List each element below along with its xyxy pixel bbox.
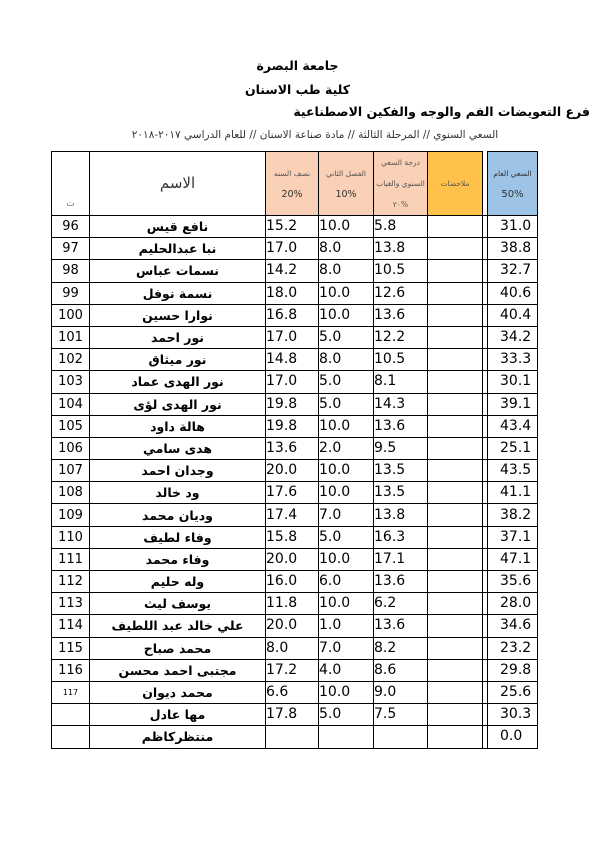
notes-cell bbox=[428, 526, 483, 548]
annual-score-cell: 13.5 bbox=[374, 482, 428, 504]
annual-score-cell: 9.0 bbox=[374, 681, 428, 703]
total-cell: 0.0 bbox=[488, 726, 538, 748]
second-term-cell: 8.0 bbox=[319, 238, 374, 260]
notes-cell bbox=[428, 704, 483, 726]
total-cell: 30.3 bbox=[488, 704, 538, 726]
seq-cell: 98 bbox=[52, 260, 90, 282]
second-term-cell: 10.0 bbox=[319, 304, 374, 326]
second-term-cell: 10.0 bbox=[319, 548, 374, 570]
seq-cell: 97 bbox=[52, 238, 90, 260]
notes-cell bbox=[428, 349, 483, 371]
second-term-cell: 10.0 bbox=[319, 460, 374, 482]
total-cell: 40.6 bbox=[488, 282, 538, 304]
total-cell: 43.5 bbox=[488, 460, 538, 482]
table-row bbox=[52, 260, 538, 282]
second-term-cell: 10.0 bbox=[319, 282, 374, 304]
student-name-cell: وديان محمد bbox=[90, 504, 266, 526]
student-name-cell: وله حليم bbox=[90, 571, 266, 593]
table-row bbox=[52, 282, 538, 304]
table-row bbox=[52, 571, 538, 593]
half-year-cell: 16.0 bbox=[266, 571, 319, 593]
table-row bbox=[52, 393, 538, 415]
table-row bbox=[52, 371, 538, 393]
annual-score-cell bbox=[374, 726, 428, 748]
seq-cell: 104 bbox=[52, 393, 90, 415]
notes-cell bbox=[428, 726, 483, 748]
table-row bbox=[52, 726, 538, 748]
table-row bbox=[52, 615, 538, 637]
student-name-cell: هدى سامي bbox=[90, 437, 266, 459]
seq-cell: 114 bbox=[52, 615, 90, 637]
table-row bbox=[52, 526, 538, 548]
second-term-cell: 8.0 bbox=[319, 260, 374, 282]
total-label: السعي العام bbox=[493, 168, 532, 178]
total-cell: 33.3 bbox=[488, 349, 538, 371]
notes-cell bbox=[428, 504, 483, 526]
table-row bbox=[52, 704, 538, 726]
second-term-cell: 7.0 bbox=[319, 504, 374, 526]
half-year-cell: 20.0 bbox=[266, 548, 319, 570]
half-year-cell: 15.2 bbox=[266, 216, 319, 238]
total-cell: 31.0 bbox=[488, 216, 538, 238]
seq-cell: 111 bbox=[52, 548, 90, 570]
seq-cell: 113 bbox=[52, 593, 90, 615]
annual-score-cell: 9.5 bbox=[374, 437, 428, 459]
second-term-pct: 10% bbox=[335, 188, 357, 200]
annual-score-cell: 8.2 bbox=[374, 637, 428, 659]
half-year-cell: 15.8 bbox=[266, 526, 319, 548]
second-term-cell: 8.0 bbox=[319, 349, 374, 371]
annual-score-cell: 13.8 bbox=[374, 238, 428, 260]
notes-cell bbox=[428, 304, 483, 326]
annual-score-cell: 16.3 bbox=[374, 526, 428, 548]
column-header-notes: ملاحضات bbox=[428, 152, 483, 216]
student-name-cell: نور الهدى عماد bbox=[90, 371, 266, 393]
student-name-cell: نوارا حسين bbox=[90, 304, 266, 326]
notes-cell bbox=[428, 371, 483, 393]
half-year-cell: 14.8 bbox=[266, 349, 319, 371]
annual-score-cell: 17.1 bbox=[374, 548, 428, 570]
seq-cell: 117 bbox=[52, 681, 90, 703]
annual-score-cell: 5.8 bbox=[374, 216, 428, 238]
annual-score-cell: 10.5 bbox=[374, 349, 428, 371]
half-year-pct: 20% bbox=[281, 188, 303, 200]
notes-cell bbox=[428, 460, 483, 482]
total-cell: 25.1 bbox=[488, 437, 538, 459]
total-cell: 25.6 bbox=[488, 681, 538, 703]
second-term-cell: 5.0 bbox=[319, 526, 374, 548]
notes-cell bbox=[428, 681, 483, 703]
seq-cell: 108 bbox=[52, 482, 90, 504]
grades-table bbox=[51, 151, 538, 749]
table-header-row bbox=[52, 152, 538, 216]
seq-cell: 116 bbox=[52, 659, 90, 681]
student-name-cell: مها عادل bbox=[90, 704, 266, 726]
annual-score-cell: 13.6 bbox=[374, 571, 428, 593]
annual-score-cell: 8.1 bbox=[374, 371, 428, 393]
seq-cell: 99 bbox=[52, 282, 90, 304]
annual-score-cell: 13.5 bbox=[374, 460, 428, 482]
table-row bbox=[52, 349, 538, 371]
seq-cell bbox=[52, 726, 90, 748]
total-cell: 29.8 bbox=[488, 659, 538, 681]
annual-score-cell: 14.3 bbox=[374, 393, 428, 415]
college-title: كلية طب الاسنان bbox=[244, 82, 351, 97]
half-year-label: نصف السنه bbox=[273, 168, 311, 178]
student-name-cell: وفاء محمد bbox=[90, 548, 266, 570]
table-row bbox=[52, 593, 538, 615]
column-header-second-term bbox=[319, 152, 374, 216]
table-row bbox=[52, 304, 538, 326]
seq-cell: 107 bbox=[52, 460, 90, 482]
second-term-cell: 5.0 bbox=[319, 393, 374, 415]
table-row bbox=[52, 238, 538, 260]
annual-score-cell: 10.5 bbox=[374, 260, 428, 282]
student-name-cell: منتظركاظم bbox=[90, 726, 266, 748]
half-year-cell: 17.0 bbox=[266, 238, 319, 260]
student-name-cell: مجتبى احمد محسن bbox=[90, 659, 266, 681]
notes-cell bbox=[428, 593, 483, 615]
half-year-cell: 17.6 bbox=[266, 482, 319, 504]
student-name-cell: نبا عبدالحليم bbox=[90, 238, 266, 260]
table-row bbox=[52, 415, 538, 437]
column-header-half-year bbox=[266, 152, 319, 216]
half-year-cell: 17.2 bbox=[266, 659, 319, 681]
annual-score-cell: 6.2 bbox=[374, 593, 428, 615]
total-pct: 50% bbox=[501, 188, 524, 200]
notes-cell bbox=[428, 637, 483, 659]
total-cell: 38.8 bbox=[488, 238, 538, 260]
notes-cell bbox=[428, 260, 483, 282]
table-row bbox=[52, 504, 538, 526]
student-name-cell: وجدان احمد bbox=[90, 460, 266, 482]
annual-score-cell: 12.6 bbox=[374, 282, 428, 304]
table-row bbox=[52, 548, 538, 570]
seq-cell: 110 bbox=[52, 526, 90, 548]
second-term-cell: 10.0 bbox=[319, 216, 374, 238]
half-year-cell: 19.8 bbox=[266, 415, 319, 437]
notes-cell bbox=[428, 548, 483, 570]
column-header-total bbox=[488, 152, 538, 216]
student-name-cell: وفاء لطيف bbox=[90, 526, 266, 548]
half-year-cell: 17.0 bbox=[266, 371, 319, 393]
half-year-cell: 18.0 bbox=[266, 282, 319, 304]
notes-cell bbox=[428, 216, 483, 238]
seq-cell bbox=[52, 704, 90, 726]
annual-score-cell: 12.2 bbox=[374, 326, 428, 348]
seq-cell: 105 bbox=[52, 415, 90, 437]
second-term-cell: 5.0 bbox=[319, 371, 374, 393]
student-name-cell: محمد ديوان bbox=[90, 681, 266, 703]
total-cell: 47.1 bbox=[488, 548, 538, 570]
student-name-cell: نور ميثاق bbox=[90, 349, 266, 371]
total-cell: 35.6 bbox=[488, 571, 538, 593]
second-term-cell bbox=[319, 726, 374, 748]
notes-cell bbox=[428, 326, 483, 348]
second-term-label: الفصل الثاني bbox=[326, 168, 366, 178]
notes-cell bbox=[428, 282, 483, 304]
notes-cell bbox=[428, 659, 483, 681]
total-cell: 34.6 bbox=[488, 615, 538, 637]
half-year-cell: 20.0 bbox=[266, 615, 319, 637]
half-year-cell: 17.4 bbox=[266, 504, 319, 526]
half-year-cell: 11.8 bbox=[266, 593, 319, 615]
half-year-cell: 13.6 bbox=[266, 437, 319, 459]
half-year-cell: 8.0 bbox=[266, 637, 319, 659]
student-name-cell: يوسف ليث bbox=[90, 593, 266, 615]
total-cell: 40.4 bbox=[488, 304, 538, 326]
second-term-cell: 7.0 bbox=[319, 637, 374, 659]
table-row bbox=[52, 216, 538, 238]
second-term-cell: 10.0 bbox=[319, 482, 374, 504]
second-term-cell: 5.0 bbox=[319, 704, 374, 726]
second-term-cell: 2.0 bbox=[319, 437, 374, 459]
half-year-cell: 16.8 bbox=[266, 304, 319, 326]
total-cell: 38.2 bbox=[488, 504, 538, 526]
total-cell: 30.1 bbox=[488, 371, 538, 393]
second-term-cell: 1.0 bbox=[319, 615, 374, 637]
seq-cell: 106 bbox=[52, 437, 90, 459]
notes-cell bbox=[428, 482, 483, 504]
total-cell: 28.0 bbox=[488, 593, 538, 615]
notes-cell bbox=[428, 615, 483, 637]
department-title: فرع التعويضات الفم والوجه والفكين الاصطناعية bbox=[293, 104, 590, 119]
student-name-cell: نسمات عباس bbox=[90, 260, 266, 282]
notes-cell bbox=[428, 238, 483, 260]
column-header-seq: ت bbox=[52, 152, 90, 216]
half-year-cell: 19.8 bbox=[266, 393, 319, 415]
table-row bbox=[52, 659, 538, 681]
second-term-cell: 6.0 bbox=[319, 571, 374, 593]
total-cell: 32.7 bbox=[488, 260, 538, 282]
notes-cell bbox=[428, 393, 483, 415]
notes-cell bbox=[428, 571, 483, 593]
total-cell: 43.4 bbox=[488, 415, 538, 437]
notes-cell bbox=[428, 437, 483, 459]
seq-cell: 115 bbox=[52, 637, 90, 659]
student-name-cell: هالة داود bbox=[90, 415, 266, 437]
half-year-cell: 17.8 bbox=[266, 704, 319, 726]
half-year-cell bbox=[266, 726, 319, 748]
seq-cell: 102 bbox=[52, 349, 90, 371]
student-name-cell: علي خالد عبد اللطيف bbox=[90, 615, 266, 637]
student-name-cell: ود خالد bbox=[90, 482, 266, 504]
half-year-cell: 20.0 bbox=[266, 460, 319, 482]
table-row bbox=[52, 637, 538, 659]
annual-score-cell: 8.6 bbox=[374, 659, 428, 681]
seq-cell: 112 bbox=[52, 571, 90, 593]
seq-cell: 101 bbox=[52, 326, 90, 348]
second-term-cell: 5.0 bbox=[319, 326, 374, 348]
total-cell: 34.2 bbox=[488, 326, 538, 348]
second-term-cell: 10.0 bbox=[319, 593, 374, 615]
course-subtitle: السعي السنوي // المرحلة الثالثة // مادة صناعة الاسنان // للعام الدراسي ٢٠١٧-٢٠١٨ bbox=[131, 129, 499, 141]
university-title: جامعة البصرة bbox=[256, 58, 339, 73]
notes-cell bbox=[428, 415, 483, 437]
seq-cell: 109 bbox=[52, 504, 90, 526]
annual-score-cell: 13.6 bbox=[374, 415, 428, 437]
table-row bbox=[52, 437, 538, 459]
student-name-cell: نور الهدى لؤى bbox=[90, 393, 266, 415]
table-row bbox=[52, 460, 538, 482]
second-term-cell: 10.0 bbox=[319, 415, 374, 437]
half-year-cell: 17.0 bbox=[266, 326, 319, 348]
annual-score-cell: 7.5 bbox=[374, 704, 428, 726]
total-cell: 37.1 bbox=[488, 526, 538, 548]
table-row bbox=[52, 681, 538, 703]
annual-score-cell: 13.6 bbox=[374, 304, 428, 326]
total-cell: 41.1 bbox=[488, 482, 538, 504]
second-term-cell: 10.0 bbox=[319, 681, 374, 703]
table-row bbox=[52, 482, 538, 504]
student-name-cell: نافع قيس bbox=[90, 216, 266, 238]
seq-cell: 96 bbox=[52, 216, 90, 238]
total-cell: 23.2 bbox=[488, 637, 538, 659]
annual-score-cell: 13.8 bbox=[374, 504, 428, 526]
second-term-cell: 4.0 bbox=[319, 659, 374, 681]
student-name-cell: نسمة نوفل bbox=[90, 282, 266, 304]
table-row bbox=[52, 326, 538, 348]
half-year-cell: 14.2 bbox=[266, 260, 319, 282]
student-name-cell: محمد صباح bbox=[90, 637, 266, 659]
student-name-cell: نور احمد bbox=[90, 326, 266, 348]
seq-cell: 100 bbox=[52, 304, 90, 326]
column-header-name: الاسم bbox=[90, 152, 266, 216]
total-cell: 39.1 bbox=[488, 393, 538, 415]
half-year-cell: 6.6 bbox=[266, 681, 319, 703]
annual-score-cell: 13.6 bbox=[374, 615, 428, 637]
column-header-annual-score: درجة السعي السنوي والغياب ٢٠% bbox=[374, 152, 428, 216]
seq-cell: 103 bbox=[52, 371, 90, 393]
